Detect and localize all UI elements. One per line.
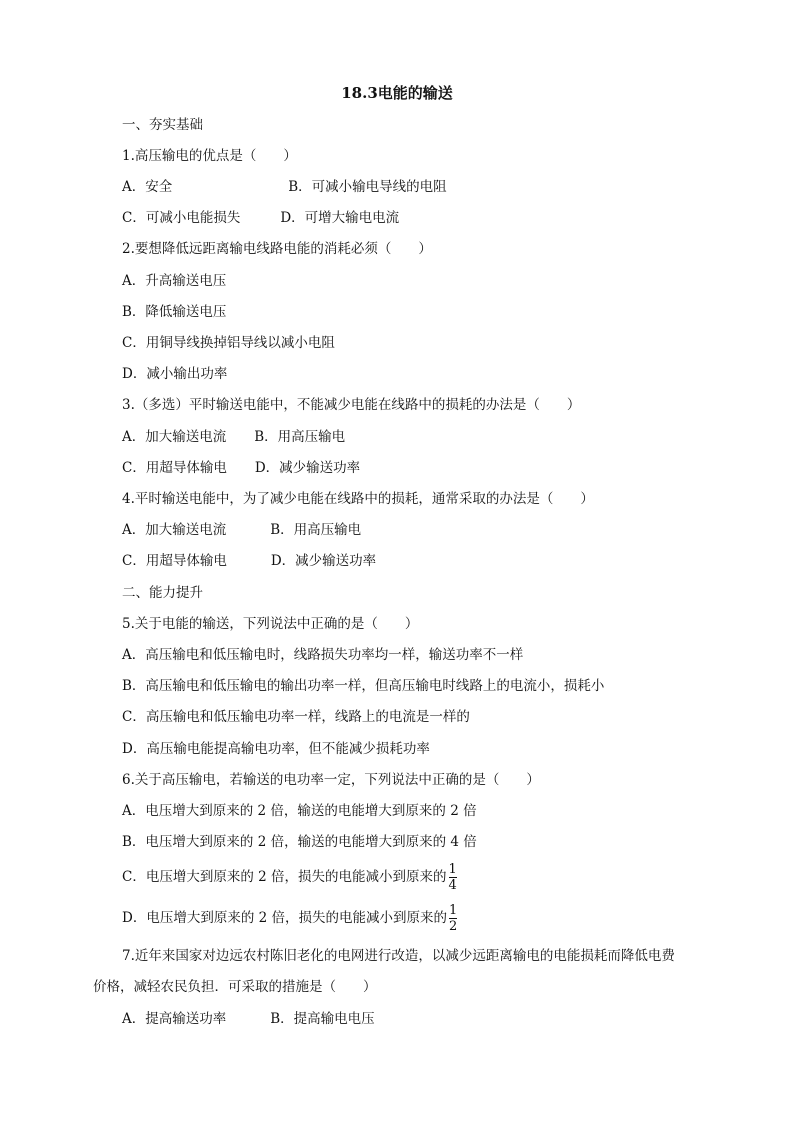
question-3-options-row2 — [122, 458, 360, 478]
question-2-option-b: B．降低输送电压 — [122, 304, 227, 320]
option-c: C．可减小电能损失 — [122, 210, 241, 226]
option-a: A．安全 — [122, 179, 173, 195]
question-6-option-a: A．电压增大到原来的 2 倍，输送的电能增大到原来的 2 倍 — [122, 803, 477, 819]
question-4-options-row2 — [122, 551, 376, 571]
question-6-option-b: B．电压增大到原来的 2 倍，输送的电能增大到原来的 4 倍 — [122, 834, 477, 850]
option-b: B．用高压输电 — [270, 522, 362, 538]
option-a: A．提高输送功率 — [122, 1011, 227, 1027]
option-c-text: C．电压增大到原来的 2 倍，损失的电能减小到原来的 — [122, 869, 447, 885]
question-6-option-c — [122, 859, 457, 895]
option-d-text: D．电压增大到原来的 2 倍，损失的电能减小到原来的 — [122, 910, 447, 926]
question-5-option-b: B．高压输电和低压输电的输出功率一样，但高压输电时线路上的电流小，损耗小 — [122, 678, 605, 694]
option-a: A．加大输送电流 — [122, 522, 227, 538]
fraction-denominator: 2 — [449, 919, 458, 934]
question-2-option-a: A．升高输送电压 — [122, 273, 227, 289]
question-5-option-a: A．高压输电和低压输电时，线路损失功率均一样，输送功率不一样 — [122, 647, 524, 663]
question-7-stem-line1: 7.近年来国家对边远农村陈旧老化的电网进行改造，以减少远距离输电的电能损耗而降低电费 — [122, 948, 675, 964]
question-2-stem: 2.要想降低远距离输电线路电能的消耗必须（ ） — [122, 241, 432, 257]
question-5-option-c: C．高压输电和低压输电功率一样，线路上的电流是一样的 — [122, 709, 470, 725]
fraction-numerator: 1 — [449, 903, 458, 918]
fraction-one-quarter — [449, 863, 457, 892]
option-a: A．加大输送电流 — [122, 429, 227, 445]
option-b: B．用高压输电 — [254, 429, 346, 445]
question-7-stem-line2: 价格，减轻农民负担．可采取的措施是（ ） — [93, 979, 377, 995]
question-4-stem: 4.平时输送电能中，为了减少电能在线路中的损耗，通常采取的办法是（ ） — [122, 491, 594, 507]
option-c: C．用超导体输电 — [122, 460, 227, 476]
question-6-stem: 6.关于高压输电，若输送的电功率一定，下列说法中正确的是（ ） — [122, 772, 540, 788]
question-3-options-row1 — [122, 427, 345, 447]
question-2-option-c: C．用铜导线换掉铝导线以减小电阻 — [122, 335, 335, 351]
question-4-options-row1 — [122, 520, 361, 540]
option-c: C．用超导体输电 — [122, 553, 227, 569]
fraction-one-half — [449, 904, 457, 933]
option-b: B．可减小输电导线的电阻 — [288, 179, 447, 195]
fraction-numerator: 1 — [448, 862, 457, 877]
option-d: D．减少输送功率 — [270, 553, 377, 569]
question-6-option-d — [122, 900, 457, 936]
page-title: 18.3电能的输送 — [341, 84, 453, 102]
question-1-options-row2 — [122, 208, 399, 228]
question-1-options-row1 — [122, 177, 447, 197]
question-2-option-d: D．减小输出功率 — [122, 366, 228, 382]
section-heading-basics: 一、夯实基础 — [122, 117, 203, 133]
question-1-stem: 1.高压输电的优点是（ ） — [122, 148, 297, 164]
option-d: D．可增大输电电流 — [280, 210, 400, 226]
question-5-option-d: D．高压输电能提高输电功率，但不能减少损耗功率 — [122, 741, 430, 757]
question-5-stem: 5.关于电能的输送，下列说法中正确的是（ ） — [122, 616, 419, 632]
option-d: D．减少输送功率 — [254, 460, 361, 476]
section-heading-improvement: 二、能力提升 — [122, 585, 203, 601]
question-7-options-row1 — [122, 1009, 375, 1029]
option-b: B．提高输电电压 — [270, 1011, 375, 1027]
fraction-denominator: 4 — [448, 878, 457, 893]
question-3-stem: 3.（多选）平时输送电能中，不能减少电能在线路中的损耗的办法是（ ） — [122, 397, 581, 413]
